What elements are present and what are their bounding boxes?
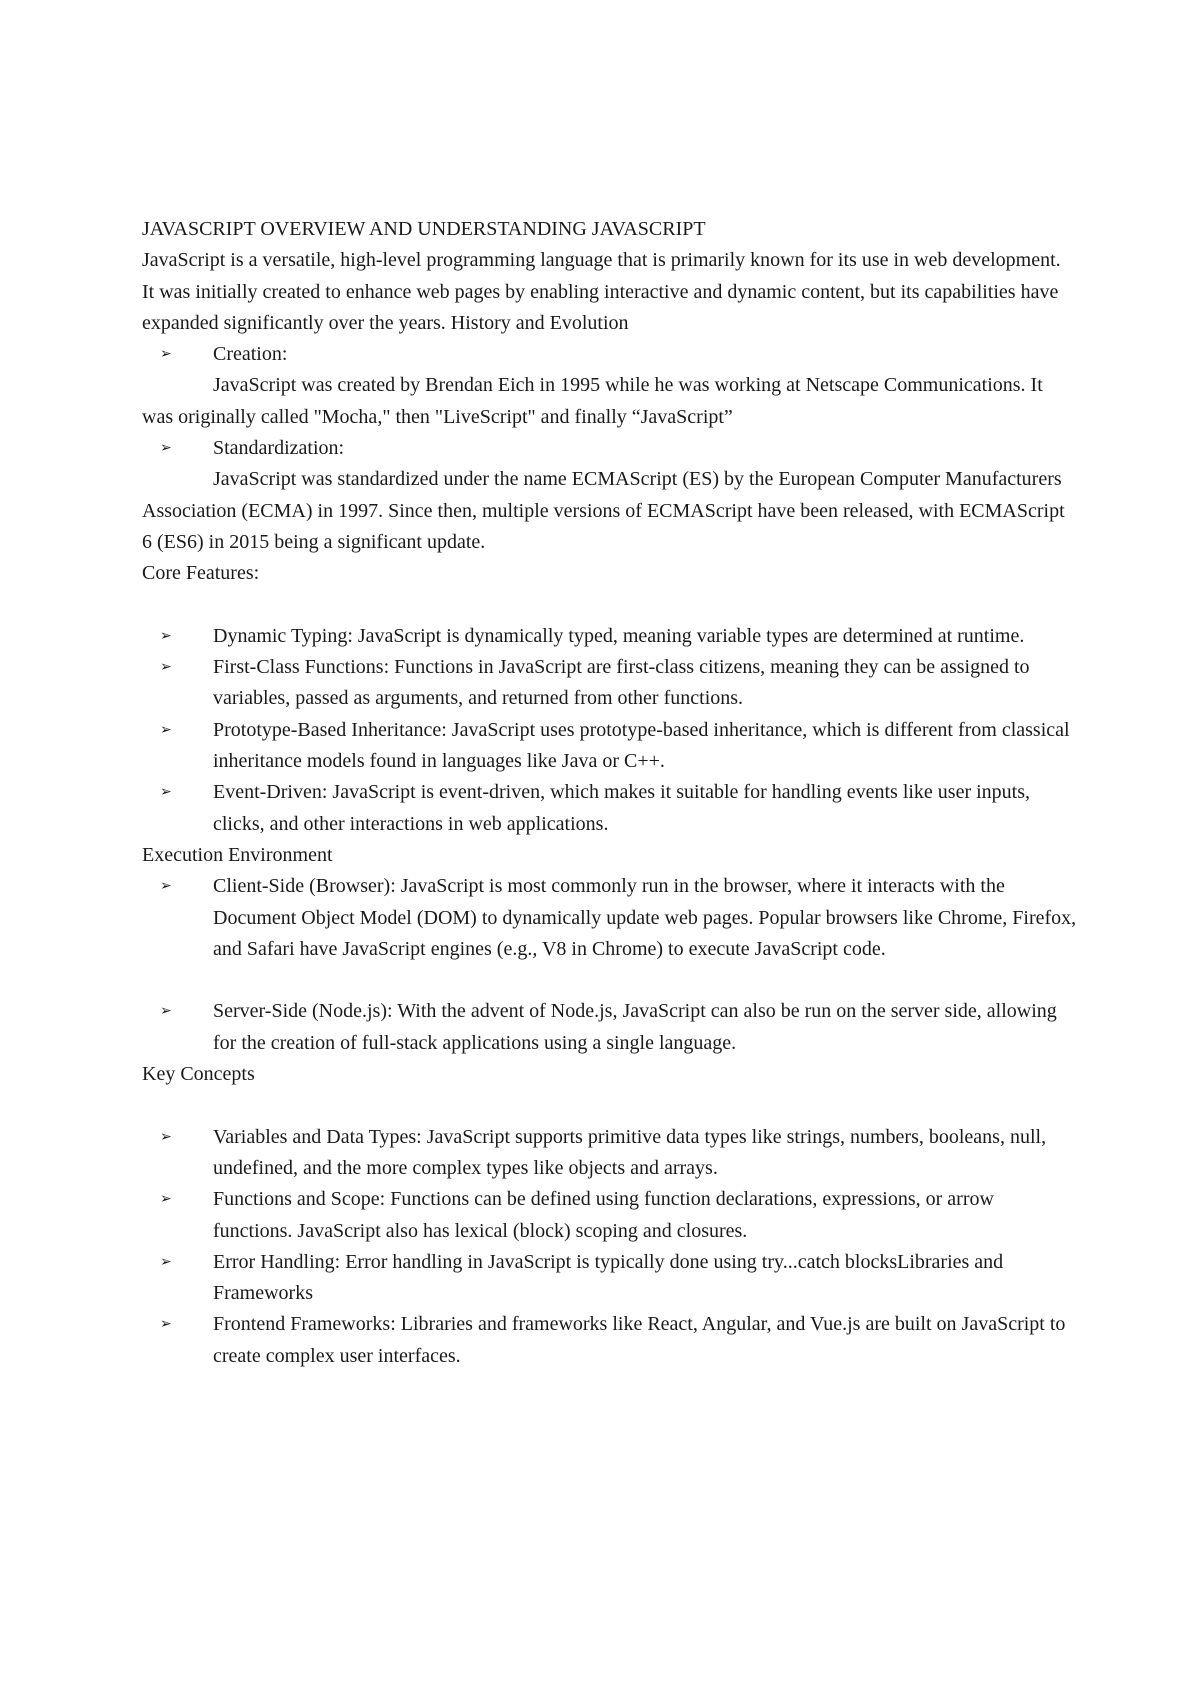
arrowhead-bullet-icon: ➢ (160, 878, 172, 895)
arrowhead-bullet-icon: ➢ (160, 1316, 172, 1333)
key-concept-item (142, 1184, 1077, 1247)
execution-environment-heading: Execution Environment (142, 843, 333, 866)
spacer (142, 965, 1077, 996)
key-concept-text: Error Handling: Error handling in JavaScript is typically done using try...catch blocksLibraries and Frameworks (213, 1250, 1004, 1305)
core-feature-text: Dynamic Typing: JavaScript is dynamically typed, meaning variable types are determined at runtime. (213, 624, 1025, 647)
arrowhead-bullet-icon: ➢ (160, 1191, 172, 1208)
execution-text: Server-Side (Node.js): With the advent of Node.js, JavaScript can also be run on the server side, allowing for the creation of full-stack applications using a single language. (213, 1000, 1057, 1054)
arrowhead-bullet-icon: ➢ (160, 659, 172, 676)
history-item-creation (142, 339, 1077, 370)
arrowhead-bullet-icon: ➢ (160, 627, 172, 644)
document-title: JAVASCRIPT OVERVIEW AND UNDERSTANDING JAVASCRIPT (142, 218, 706, 240)
history-label: Creation: (213, 343, 288, 366)
intro-paragraph: JavaScript is a versatile, high-level programming language that is primarily known for its use in web development. It was initially created to enhance web pages by enabling interactive and dynamic content, but its capabilities have expanded significantly over the years. History and Evolution (142, 249, 1061, 334)
arrowhead-bullet-icon: ➢ (160, 346, 172, 363)
key-concepts-heading: Key Concepts (142, 1063, 255, 1086)
history-item-standardization (142, 433, 1077, 464)
core-feature-text: First-Class Functions: Functions in JavaScript are first-class citizens, meaning they can be assigned to variables, passed as arguments, and returned from other functions. (213, 656, 1030, 710)
arrowhead-bullet-icon: ➢ (160, 1003, 172, 1020)
key-concept-text: Functions and Scope: Functions can be defined using function declarations, expressions, or arrow functions. JavaScript also has lexical (block) scoping and closures. (213, 1188, 994, 1242)
core-feature-item (142, 621, 1077, 652)
key-concept-item (142, 1247, 1077, 1310)
key-concept-item (142, 1309, 1077, 1372)
arrowhead-bullet-icon: ➢ (160, 1128, 172, 1145)
core-features-heading: Core Features: (142, 562, 260, 585)
history-text: JavaScript was standardized under the name ECMAScript (ES) by the European Computer Manufacturers Association (ECMA) in 1997. Since then, multiple versions of ECMAScript have been released, with ECMAScript 6 (ES6) in 2015 being a significant update. (142, 468, 1065, 553)
arrowhead-bullet-icon: ➢ (160, 721, 172, 738)
key-concept-text: Frontend Frameworks: Libraries and frameworks like React, Angular, and Vue.js are built on JavaScript to create complex user interfaces. (213, 1313, 1066, 1367)
key-concept-item (142, 1122, 1077, 1185)
arrowhead-bullet-icon: ➢ (160, 784, 172, 801)
arrowhead-bullet-icon: ➢ (160, 440, 172, 457)
core-feature-text: Prototype-Based Inheritance: JavaScript uses prototype-based inheritance, which is different from classical inheritance models found in languages like Java or C++. (213, 718, 1070, 773)
execution-item (142, 871, 1077, 965)
spacer (142, 590, 1077, 621)
document-body (142, 214, 1077, 1372)
history-label: Standardization: (213, 437, 345, 460)
execution-text: Client-Side (Browser): JavaScript is most commonly run in the browser, where it interacts with the Document Object Model (DOM) to dynamically update web pages. Popular browsers like Chrome, Firefox, and Safari have JavaScript engines (e.g., V8 in Chrome) to execute JavaScript code. (213, 875, 1077, 960)
execution-item (142, 996, 1077, 1059)
key-concept-text: Variables and Data Types: JavaScript supports primitive data types like strings, numbers, booleans, null, undefined, and the more complex types like objects and arrays. (213, 1125, 1047, 1179)
spacer (142, 1090, 1077, 1121)
core-feature-text: Event-Driven: JavaScript is event-driven, which makes it suitable for handling events like user inputs, clicks, and other interactions in web applications. (213, 781, 1031, 835)
core-feature-item (142, 777, 1077, 840)
history-text: JavaScript was created by Brendan Eich in 1995 while he was working at Netscape Communications. It was originally called "Mocha," then "LiveScript" and finally “JavaScript” (142, 374, 1043, 428)
arrowhead-bullet-icon: ➢ (160, 1253, 172, 1270)
core-feature-item (142, 715, 1077, 778)
core-feature-item (142, 652, 1077, 715)
